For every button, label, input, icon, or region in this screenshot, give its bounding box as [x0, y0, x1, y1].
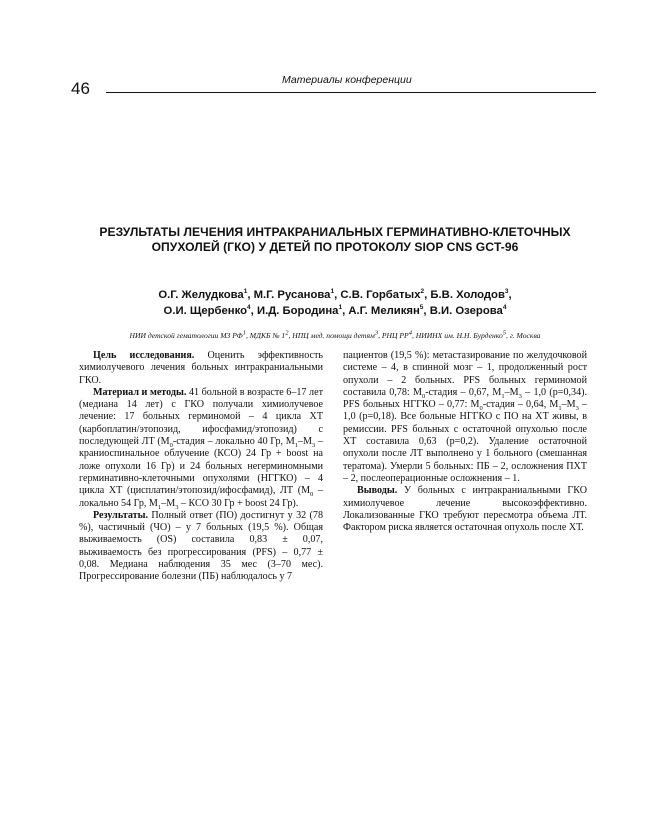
- aim-paragraph: [79, 350, 323, 387]
- affiliation: НИИ детской гематологии МЗ РФ: [129, 331, 243, 340]
- author-affiliation-ref: 4: [247, 303, 251, 311]
- running-title: Материалы конференции: [282, 74, 412, 86]
- article-title-line-1: РЕЗУЛЬТАТЫ ЛЕЧЕНИЯ ИНТРАКРАНИАЛЬНЫХ ГЕРМИНАТИВНО-КЛЕТОЧНЫХ: [99, 225, 571, 239]
- affiliation-city: г. Москва: [509, 331, 541, 340]
- affiliation: НИИНХ им. Н.Н. Бурденко: [415, 331, 503, 340]
- text-column-right: [343, 350, 587, 534]
- affiliation-ref: 1: [242, 329, 246, 337]
- aim-text: Оценить эффективность химиолучевого лечения больных интракраниальными ГКО.: [79, 350, 323, 386]
- results-text: Полный ответ (ПО) достигнут у 32 (78 %), частичный (ЧО) – у 7 больных (19,5 %). Общая выживаемость (OS) составила 0,83 ± 0,07, выживаемость без прогрессирования (PFS) – 0,77 ± 0,08. Медиана наблюдения 35 мес (3–70 мес). Прогрессирование болезни (ПБ) наблюдалось у 7: [79, 509, 323, 583]
- methods-text: 41 больной в возрасте 6–17 лет (медиана 14 лет) с ГКО получали химиолучевое лечение: 17 больных герминомой – 4 цикла ХТ (карбоплатин/этопозид, ифосфамид/этопозид) с последующей ЛТ ($М_0$-стадия – локально 40 Гр, $М_1-М_3$ – краниоспинальное облучение (КСО) 24 Гр + boost на ложе опухоли 16 Гр) и 24 больных негерминомными герминативно-клеточными опухолями (НГГКО) – 4 цикла ХТ (цисплатин/этопозид/ифосфамид), ЛТ ($М_0$ – локально 54 Гр, $М_1-М_3$ – КСО 30 Гр + boost 24 Гр).: [79, 386, 323, 511]
- affiliations: НИИ детской гематологии МЗ $РФ^1$, МДКБ № $1^2$, НПЦ мед. помощи детям$^3$, РНЦ $РР^4$, НИИНХ им. Н.Н. Бурденко$^5$, г. Москва: [129, 329, 541, 340]
- author-affiliation-ref: 3: [504, 288, 509, 296]
- methods-label: Материал и методы.: [93, 386, 187, 398]
- aim-label: Цель исследования.: [93, 350, 195, 361]
- conclusions-text: У больных с интракраниальными ГКО химиолучевое лечение высокоэффективно. Локализованные ГКО требуют пересмотра объема ЛТ. Фактором риска является остаточная опухоль после ХТ.: [343, 485, 588, 534]
- author-list: [70, 288, 600, 319]
- page-number: 46: [71, 79, 90, 98]
- affiliation-ref: 4: [408, 329, 412, 337]
- author-affiliation-ref: 1: [330, 288, 335, 296]
- results-paragraph: [79, 510, 323, 584]
- text-column-left: [79, 350, 323, 584]
- conclusions-paragraph: [343, 485, 587, 534]
- author-name: И.Д. Бородина: [256, 304, 339, 317]
- affiliation-ref: 3: [374, 329, 379, 337]
- author-name: О.Г. Желудкова: [158, 289, 244, 301]
- author-affiliation-ref: 5: [419, 303, 424, 311]
- affiliation: НПЦ мед. помощи детям: [292, 331, 375, 340]
- author-affiliation-ref: 2: [420, 288, 425, 296]
- author-affiliation-ref: 1: [338, 303, 343, 311]
- affiliation-ref: 2: [285, 329, 289, 337]
- author-name: В.И. Озерова: [429, 304, 503, 317]
- author-name: М.Г. Русанова: [253, 289, 331, 301]
- author-name: Б.В. Холодов: [430, 289, 505, 301]
- article-title: [70, 225, 600, 255]
- article-title-line-2: ОПУХОЛЕЙ (ГКО) У ДЕТЕЙ ПО ПРОТОКОЛУ SIOP CNS GCT-96: [151, 240, 519, 254]
- author-name: С.В. Горбатых: [340, 289, 421, 301]
- affiliation-ref: 5: [502, 329, 507, 337]
- header-rule: [106, 92, 596, 93]
- conclusions-label: Выводы.: [357, 485, 398, 497]
- author-affiliation-ref: 4: [502, 303, 507, 311]
- results-label: Результаты.: [93, 509, 148, 521]
- author-line-1: О.Г. Желудкова$^1$, М.Г. Русанова$^1$, С.В. Горбатых$^2$, Б.В. Холодов$^3$,: [158, 288, 512, 301]
- author-name: А.Г. Меликян: [348, 304, 420, 317]
- author-name: О.И. Щербенко: [163, 304, 248, 317]
- author-line-2: О.И. Щербенко$^4$, И.Д. Бородина$^1$, А.Г. Меликян$^5$, В.И. Озерова$^4$: [163, 303, 507, 317]
- author-affiliation-ref: 1: [243, 288, 248, 296]
- affiliation: МДКБ № 1: [249, 331, 286, 340]
- affiliation: РНЦ РР: [381, 331, 409, 340]
- methods-paragraph: [79, 387, 323, 510]
- results-paragraph-continued: пациентов (19,5 %): метастазирование по желудочковой системе – 4, в спинной мозг – 1, продолженный рост опухоли – 2 больных. PFS больных герминомой составила 0,78: $М_0$-стадия – 0,67, $М_1-М_3 - 1,0$ (p=0,34). PFS больных НГГКО – 0,77: $М_0$-стадия – 0,64, $М_1-М_3 - 1,0$ (p=0,18). Все больные НГГКО с ПО на ХТ живы, в ремиссии. PFS больных с остаточной опухолью после ХТ составила 0,63 (p=0,2). Удаление остаточной опухоли после ЛТ выполнено у 1 больного (смешанная тератома). Умерли 5 больных: ПБ – 2, осложнения ПХТ – 2, послеоперационные осложнения – 1.: [343, 350, 588, 484]
